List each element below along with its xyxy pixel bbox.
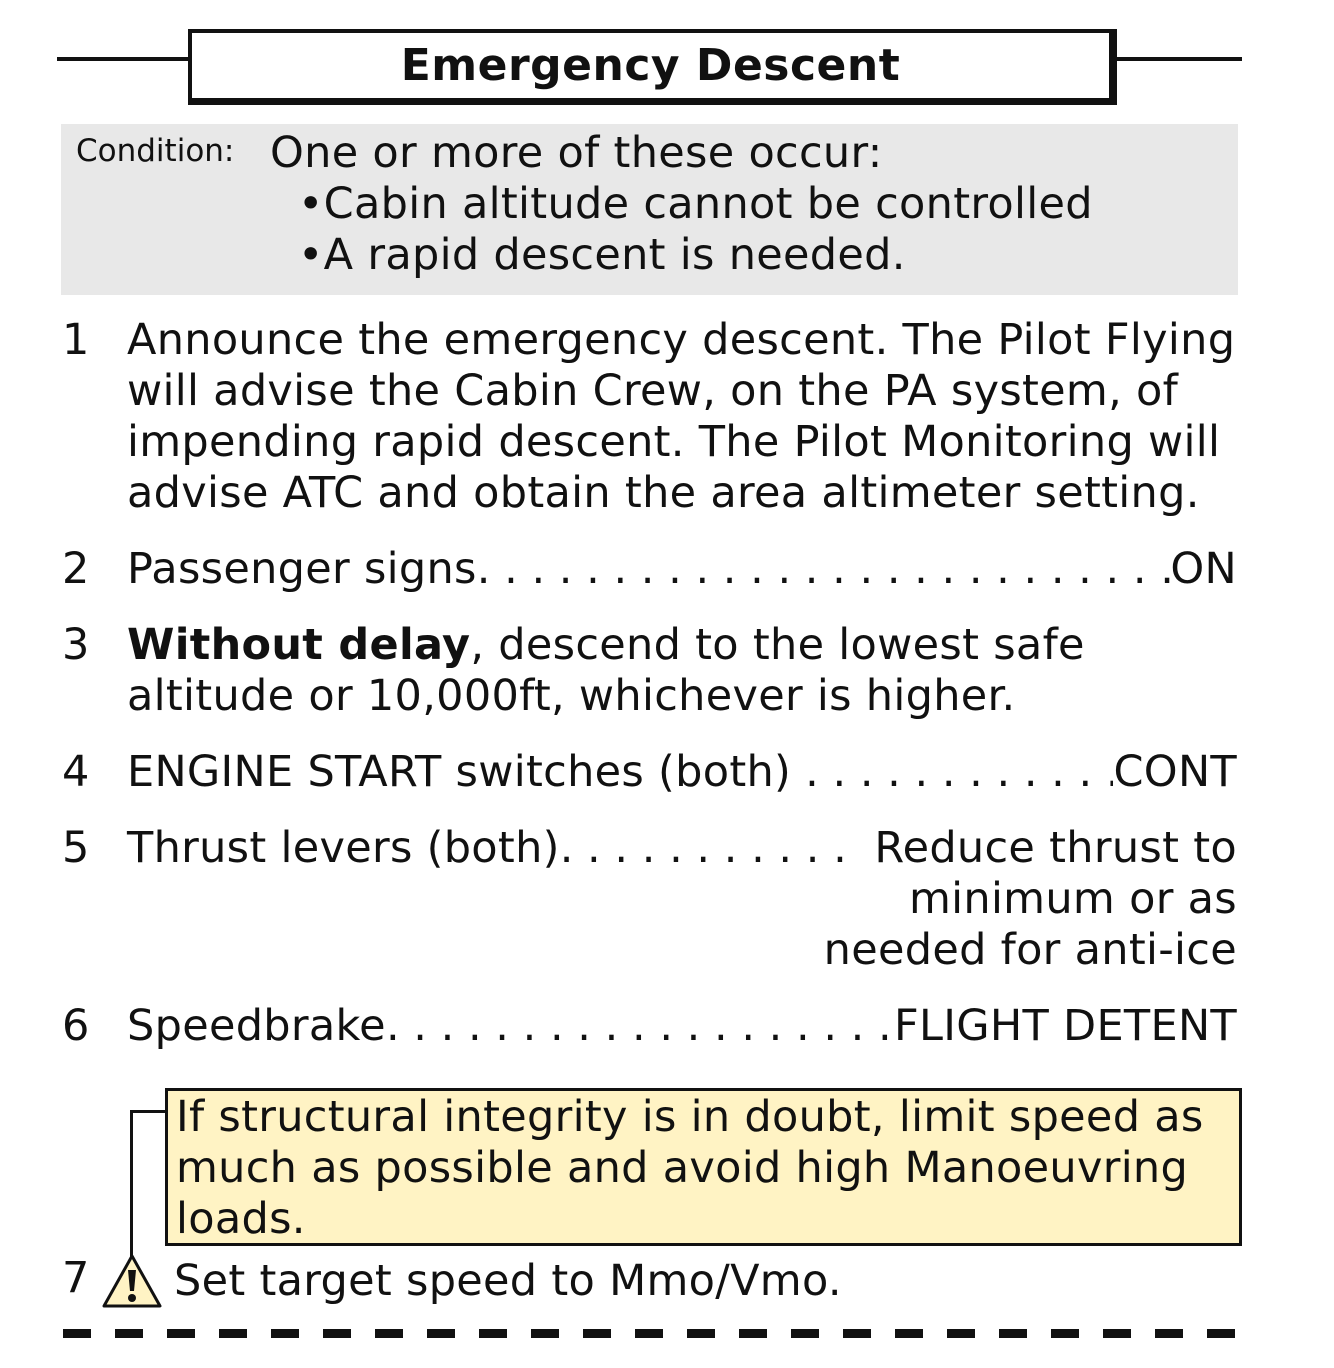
step-5-item: Thrust levers (both) — [127, 823, 560, 873]
step-number: 3 — [62, 620, 90, 670]
leader-dots — [477, 544, 1171, 594]
step-1-line: advise ATC and obtain the area altimeter setting. — [127, 468, 1200, 518]
step-number: 1 — [62, 315, 90, 365]
step-1-line: Announce the emergency descent. The Pilot Flying — [127, 315, 1236, 365]
title-rule-right — [1112, 57, 1242, 61]
step-5-row — [127, 823, 1237, 873]
note-bracket — [131, 1110, 167, 1113]
step-3-rest: , descend to the lowest safe — [470, 620, 1085, 670]
leader-dots — [805, 747, 1113, 797]
step-5-action-line: minimum or as — [908, 874, 1237, 924]
step-6-item: Speedbrake — [127, 1001, 386, 1051]
condition-intro: One or more of these occur: — [270, 128, 883, 178]
condition-label: Condition: — [76, 133, 235, 169]
step-1-line: will advise the Cabin Crew, on the PA system, of — [127, 366, 1179, 416]
note-line: If structural integrity is in doubt, limit speed as — [176, 1092, 1204, 1142]
step-3-line: altitude or 10,000ft, whichever is higher. — [127, 671, 1016, 721]
leader-dots — [560, 823, 861, 873]
step-number: 7 — [62, 1253, 90, 1303]
condition-block — [61, 124, 1238, 295]
note-line: loads. — [176, 1194, 306, 1244]
step-number: 4 — [62, 747, 90, 797]
condition-item: •Cabin altitude cannot be controlled — [298, 179, 1093, 229]
title-rule-left — [57, 57, 190, 61]
condition-item: •A rapid descent is needed. — [298, 230, 906, 280]
step-1-line: impending rapid descent. The Pilot Monitoring will — [127, 417, 1221, 467]
step-6-action: FLIGHT DETENT — [893, 1001, 1237, 1051]
step-4-action: CONT — [1113, 747, 1237, 797]
step-number: 5 — [62, 823, 90, 873]
step-7-text: Set target speed to Mmo/Vmo. — [174, 1256, 842, 1306]
step-5-action-line: needed for anti-ice — [823, 925, 1237, 975]
step-2-action: ON — [1170, 544, 1237, 594]
title-box — [188, 29, 1117, 105]
step-5-action: Reduce thrust to — [874, 823, 1237, 873]
step-6-row — [127, 1001, 1237, 1051]
caution-note — [165, 1088, 1242, 1246]
page-title: Emergency Descent — [400, 40, 901, 91]
step-4-item: ENGINE START switches (both) — [127, 747, 792, 797]
step-3-line — [127, 620, 1085, 670]
step-number: 6 — [62, 1001, 90, 1051]
step-2-row — [127, 544, 1237, 594]
step-4-row — [127, 747, 1237, 797]
step-number: 2 — [62, 544, 90, 594]
note-bracket — [130, 1110, 133, 1268]
note-line: much as possible and avoid high Manoeuvring — [176, 1143, 1189, 1193]
end-of-procedure-rule — [63, 1329, 1238, 1338]
warning-triangle-icon — [101, 1253, 163, 1310]
step-3-emphasis: Without delay — [127, 620, 471, 670]
step-2-item: Passenger signs — [127, 544, 477, 594]
leader-dots — [386, 1001, 894, 1051]
